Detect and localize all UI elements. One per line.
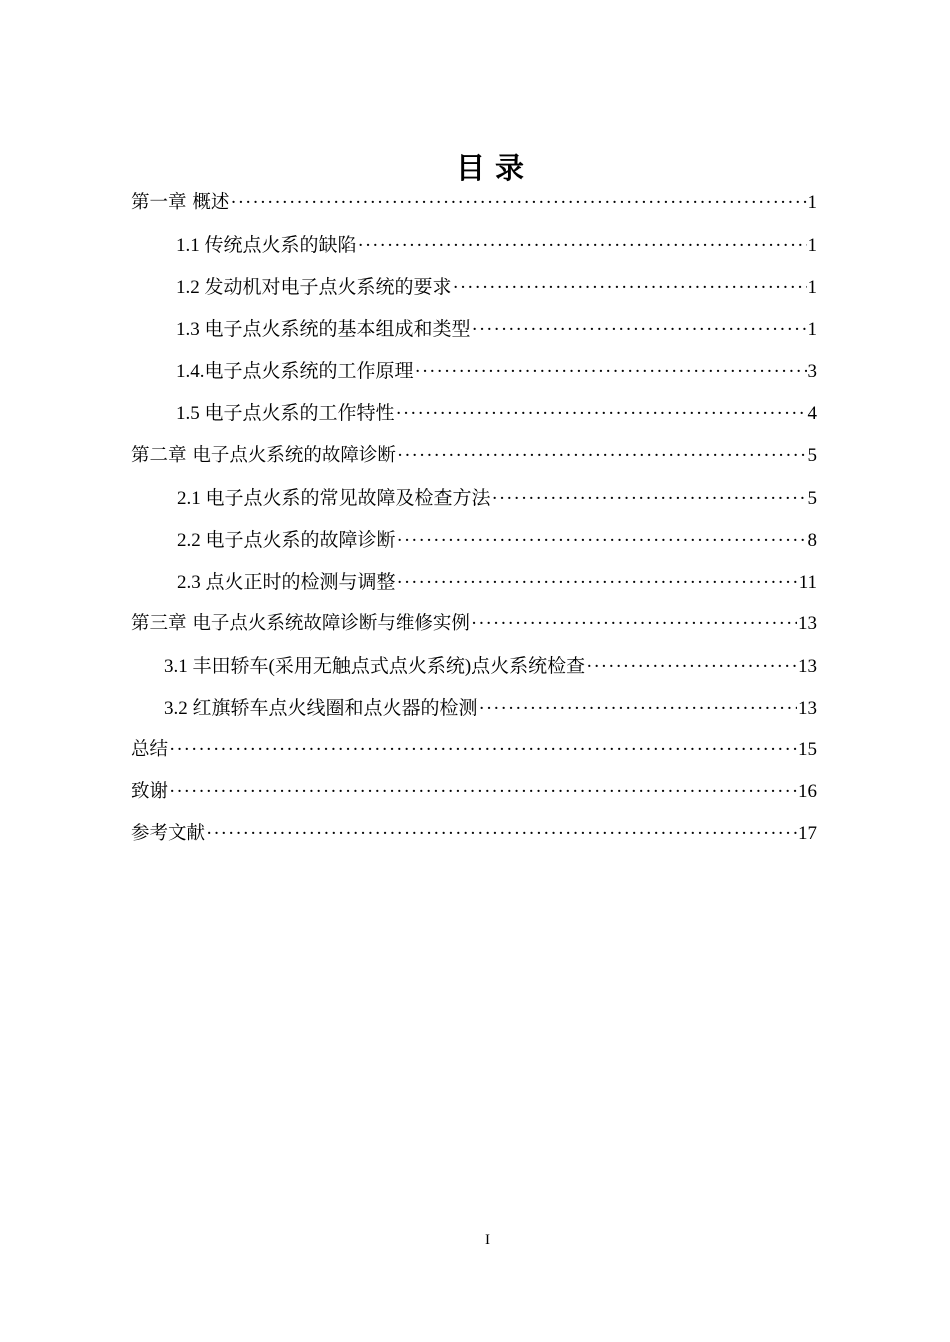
- toc-entry-1-2[interactable]: [131, 272, 817, 314]
- toc-title: 目 录: [455, 151, 525, 185]
- dot-leader: [453, 277, 807, 300]
- toc-entry-page: 13: [798, 612, 817, 634]
- toc-entry-page: 11: [798, 571, 817, 593]
- dot-leader: [492, 488, 807, 511]
- toc-entry-chapter-3[interactable]: [131, 609, 817, 651]
- dot-leader: [230, 192, 806, 215]
- dot-leader: [397, 572, 798, 595]
- toc-entry-acknowledgements[interactable]: [131, 777, 817, 819]
- toc-entry-1-4[interactable]: [131, 356, 817, 398]
- toc-list: [131, 188, 817, 862]
- page-number-footer: I: [485, 1232, 490, 1248]
- toc-entry-label: 1.5 电子点火系的工作特性: [176, 403, 395, 425]
- toc-entry-label: 2.2 电子点火系的故障诊断: [177, 529, 396, 551]
- toc-entry-2-1[interactable]: [131, 483, 817, 525]
- dot-leader: [479, 698, 797, 721]
- toc-entry-label: 致谢: [131, 781, 169, 803]
- toc-entry-chapter-2[interactable]: [131, 441, 817, 483]
- toc-entry-label: 3.1 丰田轿车(采用无触点式点火系统)点火系统检查: [164, 656, 586, 678]
- toc-entry-1-1[interactable]: [131, 230, 817, 272]
- toc-entry-page: 16: [798, 781, 817, 803]
- toc-entry-3-1[interactable]: [131, 651, 817, 693]
- dot-leader: [397, 445, 807, 468]
- toc-entry-page: 15: [798, 739, 817, 761]
- toc-entry-page: 13: [798, 698, 817, 720]
- toc-entry-page: 17: [798, 823, 817, 845]
- toc-entry-page: 13: [798, 656, 817, 678]
- toc-entry-2-3[interactable]: [131, 567, 817, 609]
- toc-entry-summary[interactable]: [131, 735, 817, 777]
- toc-entry-page: 4: [807, 403, 817, 425]
- dot-leader: [397, 530, 807, 553]
- toc-entry-2-2[interactable]: [131, 525, 817, 567]
- toc-entry-page: 8: [807, 529, 817, 551]
- toc-entry-label: 3.2 红旗轿车点火线圈和点火器的检测: [164, 698, 478, 720]
- dot-leader: [472, 319, 807, 342]
- toc-entry-page: 1: [807, 319, 817, 341]
- toc-entry-page: 1: [807, 235, 817, 257]
- dot-leader: [586, 656, 797, 679]
- toc-entry-chapter-1[interactable]: [131, 188, 817, 230]
- dot-leader: [206, 823, 797, 846]
- dot-leader: [396, 403, 807, 426]
- toc-entry-1-5[interactable]: [131, 398, 817, 440]
- toc-entry-label: 第二章 电子点火系统的故障诊断: [131, 444, 396, 466]
- toc-entry-page: 3: [807, 361, 817, 383]
- dot-leader: [471, 613, 797, 636]
- toc-entry-label: 1.3 电子点火系统的基本组成和类型: [176, 319, 471, 341]
- toc-entry-label: 1.4.电子点火系统的工作原理: [176, 361, 414, 383]
- toc-entry-label: 参考文献: [131, 823, 206, 845]
- toc-entry-label: 第一章 概述: [131, 192, 230, 213]
- toc-entry-page: 5: [807, 444, 817, 466]
- toc-entry-label: 第三章 电子点火系统故障诊断与维修实例: [131, 612, 470, 634]
- dot-leader: [169, 781, 797, 804]
- toc-entry-page: 1: [807, 192, 817, 213]
- toc-entry-label: 1.2 发动机对电子点火系统的要求: [176, 277, 452, 299]
- dot-leader: [415, 361, 807, 384]
- toc-entry-1-3[interactable]: [131, 314, 817, 356]
- toc-entry-label: 总结: [131, 739, 169, 761]
- toc-entry-page: 5: [807, 487, 817, 509]
- dot-leader: [169, 739, 797, 762]
- toc-entry-page: 1: [807, 277, 817, 299]
- toc-entry-label: 1.1 传统点火系的缺陷: [176, 235, 357, 257]
- dot-leader: [358, 235, 807, 258]
- toc-entry-label: 2.1 电子点火系的常见故障及检查方法: [177, 487, 491, 509]
- toc-entry-references[interactable]: [131, 819, 817, 861]
- toc-entry-label: 2.3 点火正时的检测与调整: [177, 571, 396, 593]
- toc-entry-3-2[interactable]: [131, 693, 817, 735]
